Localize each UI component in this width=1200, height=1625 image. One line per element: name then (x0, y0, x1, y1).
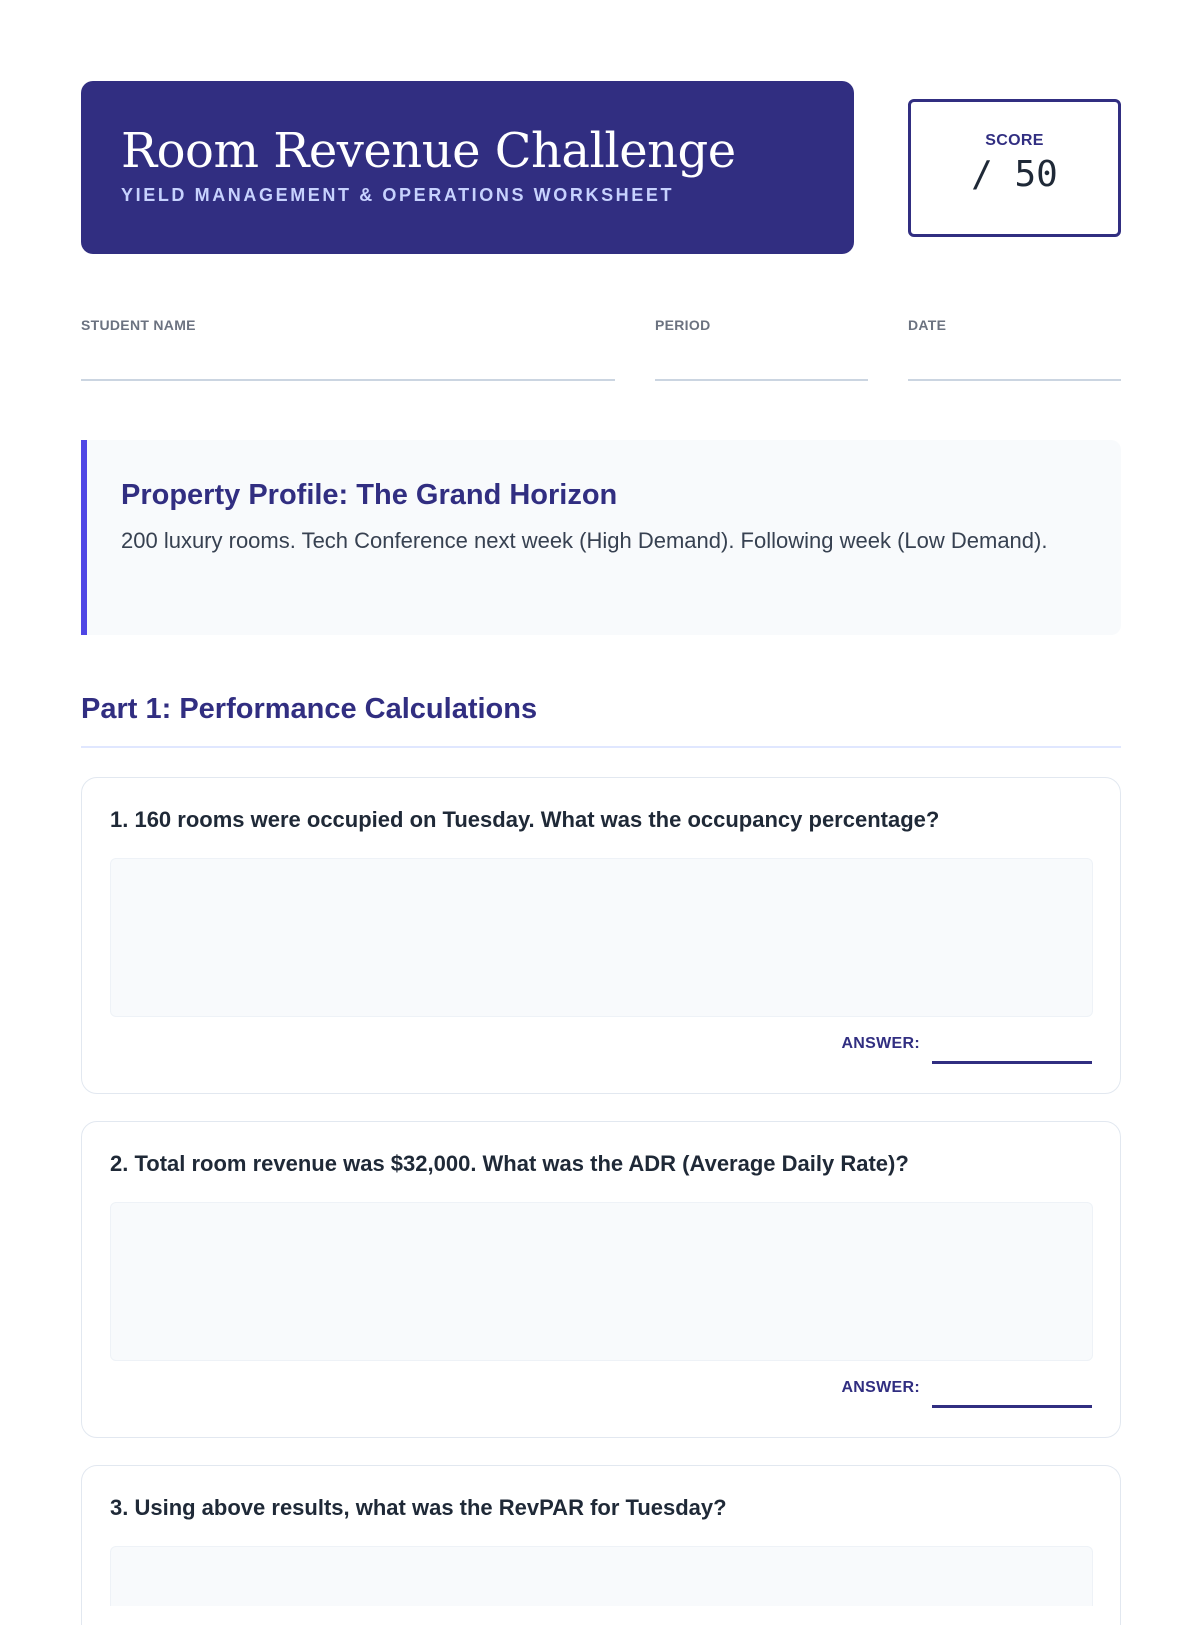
score-value: / 50 (971, 154, 1058, 195)
date-line[interactable] (908, 379, 1121, 381)
answer-line[interactable] (932, 1061, 1092, 1064)
period-line[interactable] (655, 379, 868, 381)
profile-title: Property Profile: The Grand Horizon (121, 479, 618, 511)
section-title: Part 1: Performance Calculations (81, 689, 1121, 748)
work-area[interactable] (110, 1202, 1093, 1361)
answer-line[interactable] (932, 1405, 1092, 1408)
student-info (81, 317, 1121, 427)
question-card (81, 1465, 1121, 1625)
question-text: 2. Total room revenue was $32,000. What was the ADR (Average Daily Rate)? (110, 1151, 909, 1176)
answer-row (110, 1361, 1092, 1421)
answer-row (110, 1017, 1092, 1077)
property-profile (81, 440, 1121, 635)
question-text: 3. Using above results, what was the RevPAR for Tuesday? (110, 1495, 727, 1520)
work-area[interactable] (110, 1546, 1093, 1606)
title-banner (81, 81, 854, 254)
date-field[interactable] (908, 317, 1121, 333)
worksheet-subtitle: YIELD MANAGEMENT & OPERATIONS WORKSHEET (121, 185, 675, 205)
question-text: 1. 160 rooms were occupied on Tuesday. What was the occupancy percentage? (110, 807, 940, 832)
date-label: DATE (908, 317, 947, 333)
profile-text: 200 luxury rooms. Tech Conference next week (High Demand). Following week (Low Demand). (121, 528, 1048, 553)
score-box (908, 99, 1121, 237)
question-card (81, 777, 1121, 1094)
header (81, 81, 1121, 254)
student-name-field[interactable] (81, 317, 615, 333)
student-name-line[interactable] (81, 379, 615, 381)
answer-label: ANSWER: (841, 1035, 920, 1052)
work-area[interactable] (110, 858, 1093, 1017)
period-field[interactable] (655, 317, 868, 333)
period-label: PERIOD (655, 317, 711, 333)
student-name-label: STUDENT NAME (81, 317, 196, 333)
answer-label: ANSWER: (841, 1379, 920, 1396)
worksheet-title: Room Revenue Challenge (121, 123, 736, 179)
worksheet-page (81, 81, 1121, 1520)
question-card (81, 1121, 1121, 1438)
score-label: SCORE (985, 132, 1044, 149)
